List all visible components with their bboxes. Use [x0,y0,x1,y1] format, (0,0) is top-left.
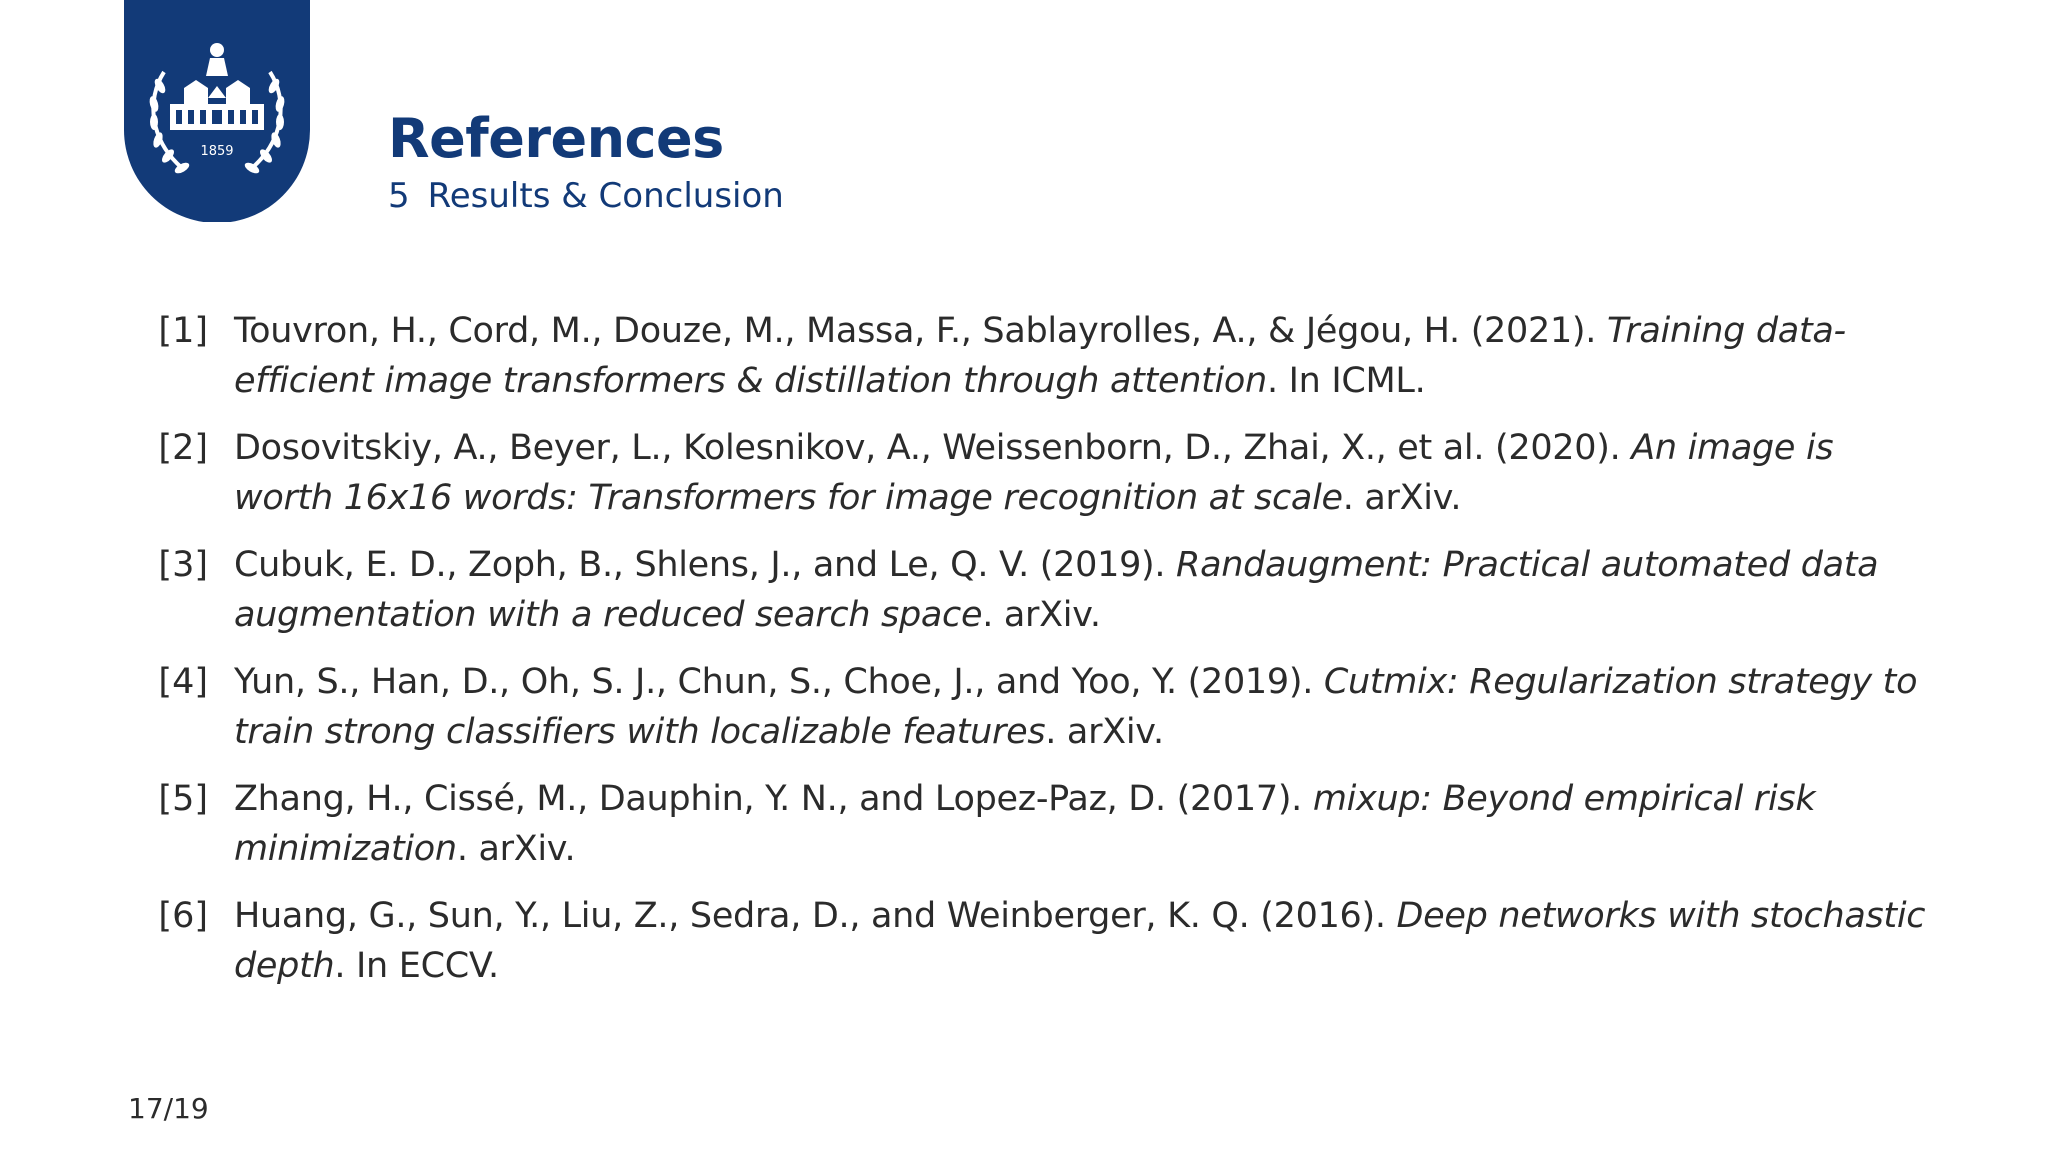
reference-authors: Touvron, H., Cord, M., Douze, M., Massa, F., Sablayrolles, A., & Jégou, H. (2021). [234,311,1607,351]
reference-label: [4] [158,662,208,702]
reference-venue: . arXiv. [1045,712,1164,752]
reference-label: [6] [158,896,208,936]
reference-text [208,306,1938,406]
reference-title: mixup: Beyond empirical risk minimization [234,779,1816,869]
reference-list [128,306,1938,1008]
reference-authors: Yun, S., Han, D., Oh, S. J., Chun, S., Choe, J., and Yoo, Y. (2019). [234,662,1324,702]
reference-title: Deep networks with stochastic depth [234,896,1926,986]
slide-title: References [388,107,724,170]
section-number: 5 [388,176,410,216]
reference-text [208,423,1938,523]
reference-authors: Huang, G., Sun, Y., Liu, Z., Sedra, D., and Weinberger, K. Q. (2016). [234,896,1397,936]
page-number: 17/19 [128,1092,209,1125]
reference-text [208,657,1938,757]
section-subtitle [388,174,784,218]
reference-venue: . arXiv. [1342,478,1462,518]
section-title: Results & Conclusion [427,176,784,216]
reference-item [128,774,1938,874]
reference-venue: . In ECCV. [334,946,499,986]
reference-item [128,306,1938,406]
reference-text [208,540,1938,640]
reference-label: [3] [158,545,208,585]
reference-venue: . arXiv. [456,829,576,869]
reference-authors: Zhang, H., Cissé, M., Dauphin, Y. N., and Lopez-Paz, D. (2017). [234,779,1313,819]
reference-authors: Cubuk, E. D., Zoph, B., Shlens, J., and Le, Q. V. (2019). [234,545,1177,585]
reference-text [208,891,1938,991]
reference-label: [1] [158,311,208,351]
reference-label: [5] [158,779,208,819]
reference-text [208,774,1938,874]
university-seal-logo [124,0,310,222]
reference-title: Training data-efficient image transformers & distillation through attention [234,311,1846,401]
slide-header [388,104,784,218]
reference-title: Cutmix: Regularization strategy to train strong classifiers with localizable features [234,662,1918,752]
seal-year: 1859 [200,144,234,159]
reference-item [128,657,1938,757]
reference-title: An image is worth 16x16 words: Transformers for image recognition at scale [234,428,1834,518]
reference-venue: . In ICML. [1266,361,1426,401]
reference-item [128,540,1938,640]
reference-venue: . arXiv. [982,595,1101,635]
reference-item [128,891,1938,991]
reference-label: [2] [158,428,208,468]
reference-title: Randaugment: Practical automated data augmentation with a reduced search space [234,545,1879,635]
reference-authors: Dosovitskiy, A., Beyer, L., Kolesnikov, A., Weissenborn, D., Zhai, X., et al. (2020). [234,428,1632,468]
reference-item [128,423,1938,523]
